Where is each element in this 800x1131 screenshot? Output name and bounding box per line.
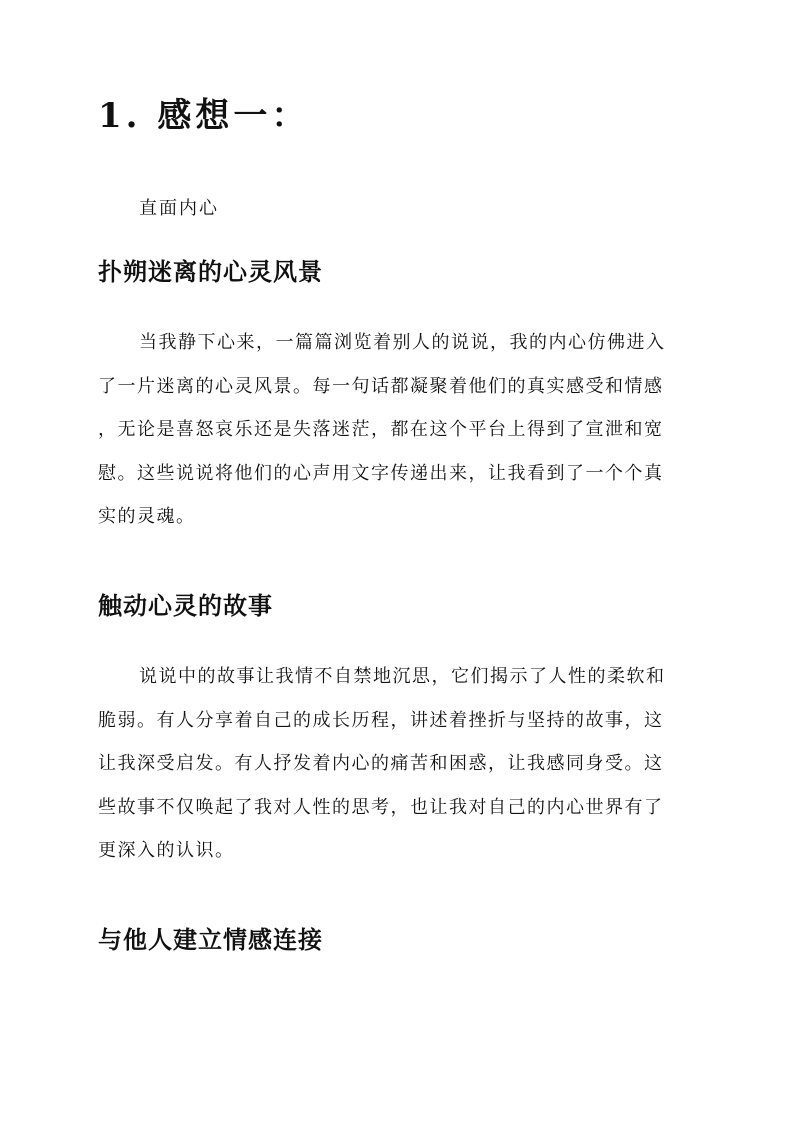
section-paragraph-1	[98, 321, 700, 539]
section-heading-1: 扑朔迷离的心灵风景	[98, 257, 323, 286]
document-title: 1. 感想一：	[98, 96, 310, 136]
section-heading-2: 触动心灵的故事	[98, 591, 273, 620]
paragraph-line: 说说中的故事让我情不自禁地沉思，它们揭示了人性的柔软和	[139, 666, 666, 687]
section-paragraph-2	[98, 655, 700, 873]
paragraph-line: 脆弱。有人分享着自己的成长历程，讲述着挫折与坚持的故事，这	[98, 709, 664, 731]
paragraph-line: ，无论是喜怒哀乐还是失落迷茫，都在这个平台上得到了宣泄和宽	[98, 419, 664, 440]
paragraph-line: 实的灵魂。	[98, 506, 196, 527]
document-subtitle: 直面内心	[139, 198, 219, 219]
paragraph-line: 更深入的认识。	[98, 840, 235, 861]
paragraph-line: 些故事不仅唤起了我对人性的思考，也让我对自己的内心世界有了	[98, 796, 664, 818]
paragraph-line: 慰。这些说说将他们的心声用文字传递出来，让我看到了一个个真	[98, 462, 664, 484]
paragraph-line: 了一片迷离的心灵风景。每一句话都凝聚着他们的真实感受和情感	[98, 375, 664, 397]
section-heading-3: 与他人建立情感连接	[98, 925, 323, 954]
paragraph-line: 让我深受启发。有人抒发着内心的痛苦和困惑，让我感同身受。这	[98, 753, 664, 774]
paragraph-line: 当我静下心来，一篇篇浏览着别人的说说，我的内心仿佛进入	[139, 332, 666, 353]
